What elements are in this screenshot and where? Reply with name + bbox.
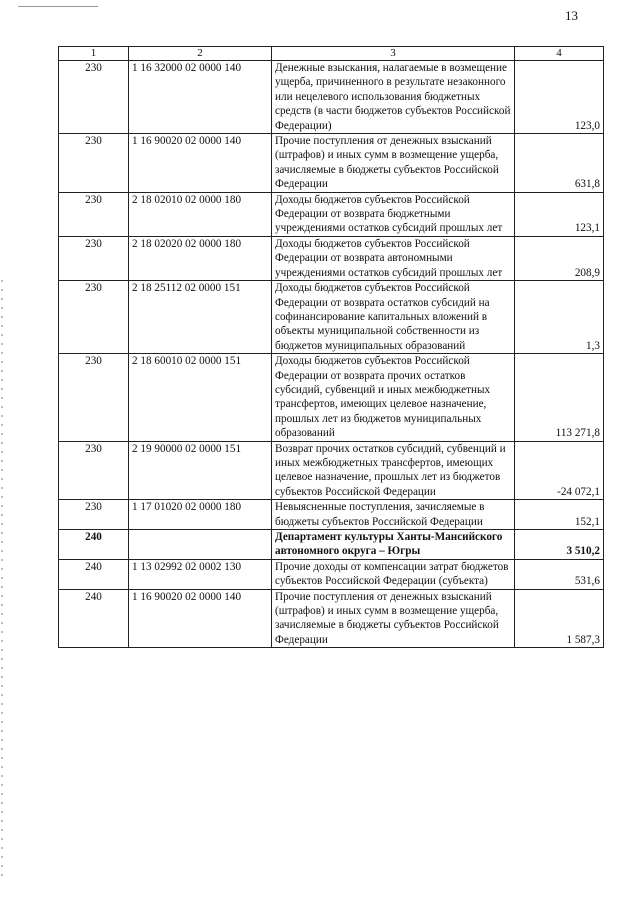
income-code-cell: 1 16 90020 02 0000 140: [129, 134, 272, 193]
table-row: [59, 61, 604, 134]
amount-cell: 208,9: [515, 236, 604, 280]
table-row: [59, 530, 604, 560]
page-number: 13: [565, 8, 578, 23]
admin-code-cell: 230: [59, 236, 129, 280]
scan-edge-line: [18, 6, 98, 7]
amount-cell: 3 510,2: [515, 530, 604, 560]
admin-code-cell: 230: [59, 134, 129, 193]
admin-code-cell: 230: [59, 192, 129, 236]
table-row: [59, 559, 604, 589]
amount-cell: -24 072,1: [515, 441, 604, 500]
header-col-4: 4: [515, 47, 604, 61]
admin-code-cell: 230: [59, 61, 129, 134]
income-code-cell: 2 18 02020 02 0000 180: [129, 236, 272, 280]
description-cell: Прочие доходы от компенсации затрат бюджетов субъектов Российской Федерации (субъекта): [272, 559, 515, 589]
income-code-cell: 1 16 90020 02 0000 140: [129, 589, 272, 648]
table-row: [59, 589, 604, 648]
scan-margin-marks: [1, 280, 3, 880]
income-code-cell: 1 17 01020 02 0000 180: [129, 500, 272, 530]
header-col-3: 3: [272, 47, 515, 61]
amount-cell: 113 271,8: [515, 354, 604, 441]
description-cell: Прочие поступления от денежных взысканий (штрафов) и иных сумм в возмещение ущерба, зачисляемые в бюджеты субъектов Российской Федерации: [272, 589, 515, 648]
income-code-cell: 2 18 60010 02 0000 151: [129, 354, 272, 441]
description-cell: Возврат прочих остатков субсидий, субвенций и иных межбюджетных трансфертов, имеющих целевое назначение, прошлых лет из бюджетов субъектов Российской Федерации: [272, 441, 515, 500]
description-cell: Невыясненные поступления, зачисляемые в бюджеты субъектов Российской Федерации: [272, 500, 515, 530]
income-code-cell: 1 13 02992 02 0002 130: [129, 559, 272, 589]
income-code-cell: [129, 530, 272, 560]
amount-cell: 631,8: [515, 134, 604, 193]
revenue-table: [58, 46, 604, 648]
description-cell: Денежные взыскания, налагаемые в возмещение ущерба, причиненного в результате незаконного или нецелевого использования бюджетных средств (в части бюджетов субъектов Российской Федерации): [272, 61, 515, 134]
amount-cell: 152,1: [515, 500, 604, 530]
admin-code-cell: 230: [59, 441, 129, 500]
header-col-1: 1: [59, 47, 129, 61]
admin-code-cell: 230: [59, 500, 129, 530]
description-cell: Прочие поступления от денежных взысканий (штрафов) и иных сумм в возмещение ущерба, зачисляемые в бюджеты субъектов Российской Федерации: [272, 134, 515, 193]
header-row: [59, 47, 604, 61]
amount-cell: 531,6: [515, 559, 604, 589]
admin-code-cell: 240: [59, 589, 129, 648]
amount-cell: 1,3: [515, 281, 604, 354]
description-cell: Доходы бюджетов субъектов Российской Федерации от возврата прочих остатков субсидий, субвенций и иных межбюджетных трансфертов, имеющих целевое назначение, прошлых лет из бюджетов муниципальных образований: [272, 354, 515, 441]
description-cell: Доходы бюджетов субъектов Российской Федерации от возврата автономными учреждениями остатков субсидий прошлых лет: [272, 236, 515, 280]
header-col-2: 2: [129, 47, 272, 61]
admin-code-cell: 230: [59, 281, 129, 354]
table-row: [59, 236, 604, 280]
description-cell: Доходы бюджетов субъектов Российской Федерации от возврата бюджетными учреждениями остатков субсидий прошлых лет: [272, 192, 515, 236]
income-code-cell: 2 19 90000 02 0000 151: [129, 441, 272, 500]
table-row: [59, 134, 604, 193]
income-code-cell: 2 18 02010 02 0000 180: [129, 192, 272, 236]
table-row: [59, 281, 604, 354]
description-cell: Доходы бюджетов субъектов Российской Федерации от возврата остатков субсидий на софинансирование капитальных вложений в объекты муниципальной собственности из бюджетов муниципальных образований: [272, 281, 515, 354]
income-code-cell: 1 16 32000 02 0000 140: [129, 61, 272, 134]
table-row: [59, 354, 604, 441]
amount-cell: 1 587,3: [515, 589, 604, 648]
admin-code-cell: 240: [59, 530, 129, 560]
table-row: [59, 441, 604, 500]
table-row: [59, 500, 604, 530]
table-row: [59, 192, 604, 236]
amount-cell: 123,1: [515, 192, 604, 236]
description-cell: Департамент культуры Ханты-Мансийского автономного округа – Югры: [272, 530, 515, 560]
admin-code-cell: 240: [59, 559, 129, 589]
amount-cell: 123,0: [515, 61, 604, 134]
income-code-cell: 2 18 25112 02 0000 151: [129, 281, 272, 354]
admin-code-cell: 230: [59, 354, 129, 441]
